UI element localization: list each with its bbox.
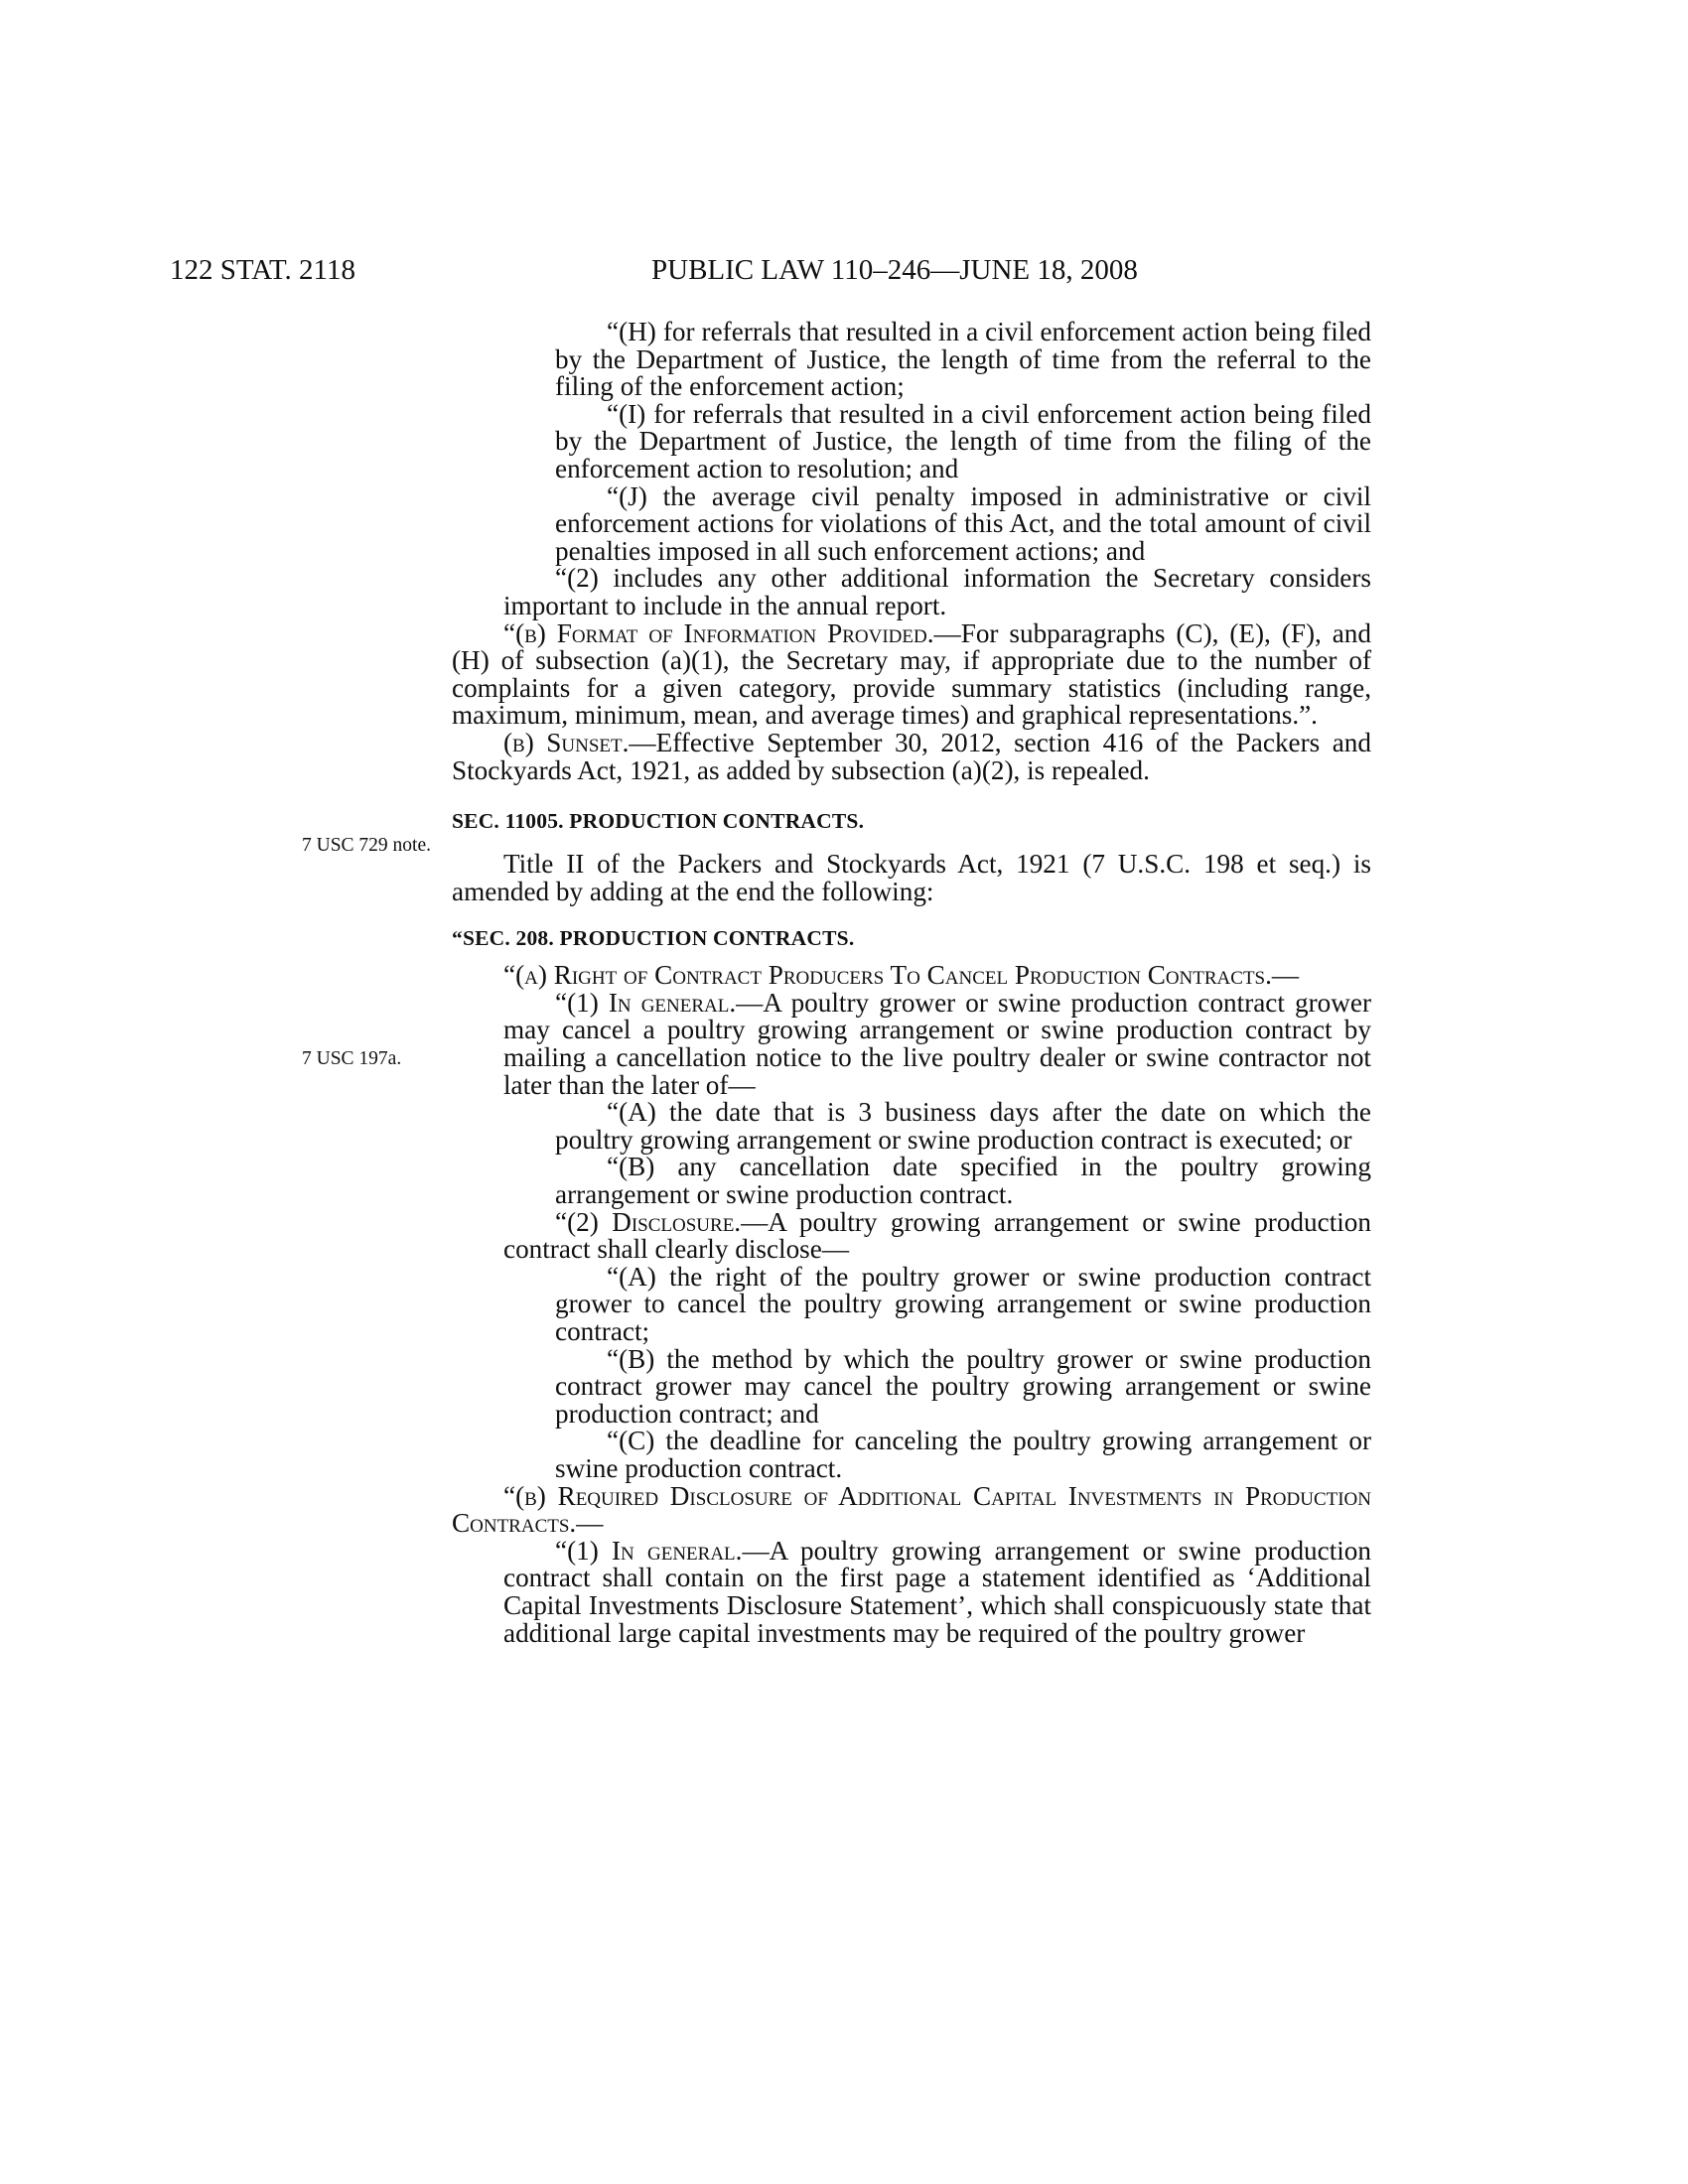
format-heading: “(b) Format of Information Provided. xyxy=(503,617,934,648)
a1-text: —A poultry grower or swine production contract grower may cancel a poultry growing arrangement or swine production contract by mailing a cancellation notice to the live poultry dealer or swine contractor not later than the later of— xyxy=(503,987,1372,1100)
paragraph-a1-A: “(A) the date that is 3 business days after the date on which the poultry growing arrangement or swine production contract is executed; or xyxy=(555,1097,1371,1155)
a2-heading: “(2) Disclosure. xyxy=(555,1206,742,1237)
paragraph-2-text: “(2) includes any other additional information the Secretary considers important to include in the annual report. xyxy=(503,563,1371,620)
subsection-a-title: “(a) Right of Contract Producers To Cancel Production Contracts. xyxy=(503,960,1272,991)
paragraph-J: “(J) the average civil penalty imposed in administrative or civil enforcement actions for violations of this Act, and the total amount of civil penalties imposed in all such enforcement actions; and xyxy=(555,480,1371,566)
document-body xyxy=(452,317,1372,1648)
page-header xyxy=(170,250,1368,290)
sunset-heading: (b) Sunset. xyxy=(503,727,630,757)
subsection-b-heading xyxy=(452,1480,1371,1539)
a1-heading: “(1) In general. xyxy=(555,987,737,1018)
margin-note-7-usc-197a: 7 USC 197a. xyxy=(302,1048,402,1069)
b1-text: —A poultry growing arrangement or swine production contract shall contain on the first page a statement identified as ‘Additional Capital Investments Disclosure Statement’, which shall conspicuously state that additional large capital investments may be required of the poultry grower xyxy=(503,1535,1371,1648)
public-law-title: PUBLIC LAW 110–246—JUNE 18, 2008 xyxy=(651,254,1138,286)
paragraph-b-format xyxy=(452,617,1371,731)
paragraph-b1 xyxy=(503,1535,1371,1648)
subsection-a-dash: — xyxy=(1271,960,1300,991)
b1-heading: “(1) In general. xyxy=(555,1535,743,1566)
a2-text: —A poultry growing arrangement or swine production contract shall clearly disclose— xyxy=(503,1206,1371,1265)
sunset-text: —Effective September 30, 2012, section 416 of the Packers and Stockyards Act, 1921, as added by subsection (a)(2), is repealed. xyxy=(452,727,1371,785)
paragraph-a2 xyxy=(503,1206,1371,1265)
paragraph-2 xyxy=(503,565,1371,619)
format-text: —For subparagraphs (C), (E), (F), and (H) of subsection (a)(1), the Secretary may, if appropriate due to the number of complaints for a given category, provide summary statistics (including range, maximum, minimum, mean, and average times) and graphical representations.”. xyxy=(452,617,1371,731)
paragraph-sunset xyxy=(452,727,1371,785)
paragraph-a2-C: “(C) the deadline for canceling the poultry growing arrangement or swine production contract. xyxy=(555,1426,1371,1483)
paragraph-a2-A: “(A) the right of the poultry grower or swine production contract grower to cancel the poultry growing arrangement or swine production contract; xyxy=(555,1261,1371,1346)
statute-page-number: 122 STAT. 2118 xyxy=(170,254,355,286)
section-11005-intro: Title II of the Packers and Stockyards Act, 1921 (7 U.S.C. 198 et seq.) is amended by adding at the end the following: xyxy=(452,849,1371,906)
subsection-a-heading xyxy=(452,962,1371,990)
section-208-heading: “SEC. 208. PRODUCTION CONTRACTS. xyxy=(452,926,855,951)
subsection-b-dash: — xyxy=(576,1508,604,1539)
paragraph-I: “(I) for referrals that resulted in a civil enforcement action being filed by the Department of Justice, the length of time from the filing of the enforcement action to resolution; and xyxy=(555,398,1371,483)
paragraph-a2-B: “(B) the method by which the poultry grower or swine production contract grower may cancel the poultry growing arrangement or swine production contract; and xyxy=(555,1343,1371,1429)
paragraph-H: “(H) for referrals that resulted in a civil enforcement action being filed by the Department of Justice, the length of time from the referral to the filing of the enforcement action; xyxy=(555,317,1371,402)
paragraph-a1 xyxy=(503,987,1372,1100)
margin-note-7-usc-729: 7 USC 729 note. xyxy=(302,835,432,856)
section-11005-heading: SEC. 11005. PRODUCTION CONTRACTS. xyxy=(452,809,865,834)
subsection-b-title: “(b) Required Disclosure of Additional Capital Investments in Production Contracts. xyxy=(452,1480,1371,1539)
paragraph-a1-B: “(B) any cancellation date specified in the poultry growing arrangement or swine production contract. xyxy=(555,1152,1371,1210)
